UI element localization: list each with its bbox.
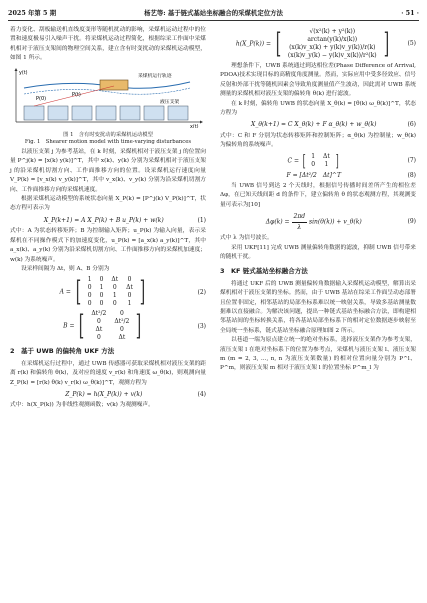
paragraph: 理想条件下，UWB 系统通过到达相位差(Phase Difference of Arrival, PDOA)技术实现目标的高精度角度测量。然而，实际应用中受多径效应、信号反射和外部干扰等随机因素会导致角度测量值产生波动，因此需对 UWB 系统测量的采煤机相对液压支架的偏转角 θ(k) 进行滤波。	[220, 63, 416, 98]
observation-function: [ √(x²(k) + y²(k)) arctan(y(k)/x(k)) (x(k)v_x(k) + y(k)v_y(k))/r(k) (x(k)v_y(k) − y(k)v_x(k))/r²(k) ]	[275, 27, 389, 60]
matrix-cell: 0	[87, 284, 92, 292]
matrix-cell: 0	[311, 160, 316, 168]
matrix-cell: (x(k)v_y(k) − y(k)v_x(k))/r²(k)	[287, 52, 377, 59]
matrix-cell: 0	[96, 318, 101, 326]
matrix-cell: 0	[96, 334, 101, 342]
figure-1	[10, 66, 206, 146]
running-title: 杨艺等: 基于链式基站坐标融合的采煤机定位方法	[144, 9, 283, 17]
matrix-cell: (x(k)v_x(k) + y(k)v_y(k))/r(k)	[289, 44, 376, 51]
equation-8: F = [Δt²/2 Δt]^T (8)	[286, 171, 416, 179]
paragraph: 式中 λ 为信号波长。	[220, 235, 273, 242]
matrix-cell: Δt²/2	[114, 318, 130, 326]
p0-label: P(0)	[36, 95, 47, 102]
pt-label: P(t)	[72, 91, 81, 98]
equation-7: C = [ 1 Δt 0 1 ] (7)	[287, 150, 416, 170]
matrix-cell: 0	[112, 284, 117, 292]
shearer-motion-diagram	[10, 66, 206, 128]
section-heading-3: 3 KF 链式基站坐标融合方法	[220, 267, 308, 276]
paragraph: 设采样间隔为 Δt，则 A、B 分别为	[21, 265, 110, 272]
paragraph: 在 k 时刻，偏转角 UWB 的状态向量 X_θ(k) = [θ(k) ω_θ(k)]^T，状态方程为	[220, 100, 416, 117]
paragraph: 式中：h(X_P(k)) 为非线性观测函数；v(k) 为观测噪声。	[10, 402, 154, 409]
equation-1: X_P(k+1) = A X_P(k) + B u_P(k) + w(k) (1)	[43, 216, 206, 224]
right-column	[220, 26, 416, 374]
paragraph: 当 UWB 信号到达 2 个天线时，根据信号传播时间差所产生的相位差 Δφ，在已知天线间距 d 的条件下，建立偏转角 θ 的状态观测方程，其观测变量可表示为[10]	[220, 183, 416, 208]
equation-6: X_θ(k+1) = C X_θ(k) + F α_θ(k) + w_θ(k) (6)	[251, 121, 416, 129]
matrix-cell: Δt	[323, 152, 330, 160]
matrix-a: [ 1 0 Δt 0 0 1 0 Δt 0 0 1 0 0 0 0 1 ]	[75, 275, 146, 309]
matrix-cell: 0	[127, 292, 132, 300]
matrix-cell: Δt	[111, 276, 119, 284]
y-axis-label: y(t)	[19, 70, 28, 76]
support-label: 液压支架	[160, 99, 180, 105]
matrix-cell: 1	[99, 284, 104, 292]
equation-3: B = [ Δt²/2 0 0 Δt²/2 Δt 0 0 Δt ] (3)	[63, 309, 206, 343]
matrix-cell: √(x²(k) + y²(k))	[309, 28, 356, 35]
matrix-cell: 0	[99, 300, 104, 308]
matrix-cell: 1	[112, 292, 117, 300]
shearer-track-label: 采煤机运行轨迹	[138, 73, 172, 79]
matrix-cell: Δt	[118, 334, 126, 342]
paragraph: 将通过 UKF 后的 UWB 测量偏转角数据输入采煤机运动模型，解算出采煤机相对于液压支架的坐标。然而，由于 UWB 基站在综采工作面呈动态部署且位置非固定，相邻基站的局部坐标系难以统一映射关系，导致多基站测量数据难以直接融合。为解决该问题，提出一种链式基站坐标融合方法，即构建相邻基站间的坐标转换关系，将各基站局部坐标系下的相对定位数据逐步映射至全局统一坐标系，链式基站坐标融合原理如图 2 所示。	[220, 280, 416, 334]
page-header	[8, 6, 419, 21]
section-heading-2: 2 基于 UWB 的偏转角 UKF 方法	[10, 347, 115, 356]
matrix-cell: 0	[99, 276, 104, 284]
matrix-c: [ 1 Δt 0 1 ]	[302, 150, 339, 170]
equation-5: h(X_P(k)) = [ √(x²(k) + y²(k)) arctan(y(k)/x(k)) (x(k)v_x(k) + y(k)v_y(k))/r(k) (x(k)v_y(k) − y(k)v_x(k))/r²(k) ] (5)	[235, 27, 416, 60]
paragraph: 采用 UKF[11] 完成 UWB 测量偏转角数据的滤波，抑制 UWB 信号带来的随机干扰。	[220, 244, 416, 260]
paragraph: 以巷道一端为原点建立统一的绝对坐标系，选择液压支架作为参考支架，液压支架 l 在绝对坐标系下的位置为参考点，采煤机与液压支架 l、液压支架 m (m = 2, 3, …, n, n 为液压支架数量) 的相对位置向量分别为 P^l、P^m，则液压支架 m 相对于液压支架 l 的位置坐标 P^m_l 为	[220, 337, 416, 372]
paragraph: 以液压支架 j 为参考基站，在 k 时刻，采煤机相对于液压支架 j 的位置向量 P^j(k) = [x(k) y(k)]^T，其中 x(k)、y(k) 分别为采煤机相对于液压支架 j 的沿采煤机切割方向、工作面推移方向的位置。设采煤机运行速度向量 V_P(k) = [v_x(k) v_y(k)]^T，其中 v_x(k)、v_y(k) 分别为沿采煤机切割方向、工作面推移方向的采煤机速度。	[10, 149, 206, 193]
paragraph: 式中：A 为状态转移矩阵；B 为控制输入矩阵；u_P(k) 为输入向量，表示采煤机在不同操作模式下的加速度变化，u_P(k) = [a_x(k) a_y(k)]^T，其中 a_x(k)、a_y(k) 分别为沿采煤机切割方向、工作面推移方向的采煤机加速度；w(k) 为系统噪声。	[10, 228, 206, 263]
matrix-cell: 0	[87, 292, 92, 300]
matrix-cell: arctan(y(k)/x(k))	[307, 36, 358, 43]
matrix-cell: 0	[119, 310, 124, 318]
fraction: $\frac{2\pi d}{\lambda}$	[293, 213, 306, 231]
paragraph: 着力变化、刮板输送机直线度变形等随机扰动的影响，采煤机运动过程中的位置和速度极易引入噪声干扰。将采煤机运动过程简化，根据综采工作面中采煤机相对于液压支架间的物理空间关系，建立含有时变扰动的采煤机运动模型，如图 1 所示。	[10, 27, 206, 62]
equation-2: A = [ 1 0 Δt 0 0 1 0 Δt 0 0 1 0 0 0 0 1 ] (2)	[59, 275, 206, 309]
page-number: · 51 ·	[401, 9, 419, 17]
matrix-cell: Δt²/2	[91, 310, 107, 318]
matrix-cell: 1	[324, 160, 329, 168]
matrix-cell: 1	[127, 300, 132, 308]
matrix-cell: 1	[87, 276, 92, 284]
matrix-cell: 0	[87, 300, 92, 308]
matrix-cell: 1	[311, 152, 316, 160]
matrix-cell: Δt	[126, 284, 133, 292]
equation-4: Z_P(k) = h(X_P(k)) + v(k) (4)	[65, 390, 206, 398]
paragraph: 根据采煤机运动模型的系统状态向量 X_P(k) = [P^j(k) V_P(k)]^T，状态方程可表示为	[10, 196, 206, 212]
figure-caption-cn: 图 1 含有时变扰动的采煤机运动模型	[63, 132, 153, 139]
paragraph: 在采煤机运行过程中，通过 UWB 传感器可获取采煤机相对液压支架的距离 r(k) 和偏转角 θ(k)，及对应的速度 v_r(k) 和角速度 ω_θ(k)，则观测向量 Z_P(k) = [r(k) θ(k) v_r(k) ω_θ(k)]^T，观测方程为	[10, 360, 206, 386]
journal-issue: 2025 年第 5 期	[8, 9, 57, 17]
matrix-cell: 0	[127, 276, 132, 284]
matrix-cell: Δt	[95, 326, 103, 334]
matrix-cell: 0	[99, 292, 104, 300]
left-column	[10, 26, 206, 411]
figure-caption-en: Fig. 1 Shearer motion model with time-varying disturbances	[24, 139, 192, 146]
paragraph: 式中：C 和 F 分别为状态转移矩阵和控制矩阵；α_θ(k) 为控制量；w_θ(k) 为偏转角的系统噪声。	[220, 132, 416, 149]
matrix-cell: 0	[112, 300, 117, 308]
equation-9: Δφ(k) = $\frac{2\pi d}{\lambda}$ sin(θ(k)) + v_θ(k) (9)	[265, 213, 416, 231]
x-axis-label: x(t)	[190, 124, 199, 128]
matrix-b: [ Δt²/2 0 0 Δt²/2 Δt 0 0 Δt ]	[79, 309, 142, 343]
matrix-cell: 0	[119, 326, 124, 334]
